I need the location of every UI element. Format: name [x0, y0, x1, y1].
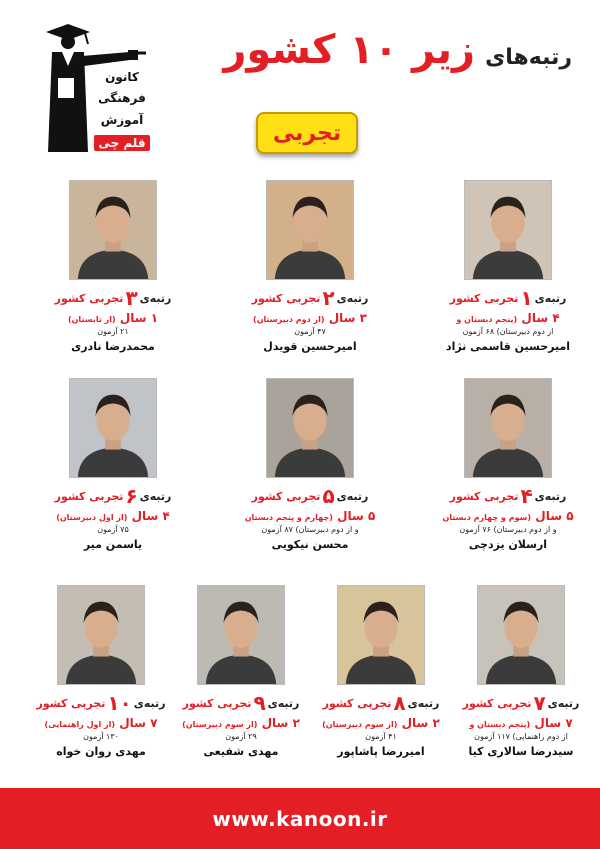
years-line [38, 509, 188, 523]
years-detail: (از سوم دبیرستان) [322, 720, 398, 729]
student-name: محسن نیکویی [271, 538, 349, 551]
student-name: محمدرضا نادری [71, 340, 155, 353]
student-photo [477, 585, 565, 685]
rank-label: رتبه‌ی [139, 292, 172, 305]
years-count: ۷ سال [119, 716, 158, 730]
student-photo [69, 180, 157, 280]
rank-text: تجربی کشور [182, 697, 252, 710]
student-info [433, 484, 583, 551]
years-count: ۱ سال [119, 311, 159, 325]
rank-text: تجربی کشور [54, 292, 124, 305]
student-info [38, 286, 188, 353]
student-card [166, 585, 316, 785]
rank-label: رتبه‌ی [133, 697, 166, 710]
student-info [235, 286, 385, 353]
years-line [235, 509, 385, 523]
student-info [26, 691, 176, 758]
student-card [433, 180, 583, 380]
rank-number: ۲ [322, 286, 335, 310]
rank-text: تجربی کشور [449, 490, 519, 503]
student-photo [57, 585, 145, 685]
years-count: ۷ سال [534, 716, 573, 730]
rank-label: رتبه‌ی [407, 697, 440, 710]
rank-number: ۷ [533, 691, 546, 715]
exam-count: ۲۹ آزمون [225, 732, 257, 741]
rank-number: ۱۰ [107, 691, 132, 715]
student-photo [69, 378, 157, 478]
rank-line [235, 484, 385, 508]
rank-line [235, 286, 385, 310]
years-detail: (از دوم دبیرستان) [253, 315, 325, 324]
rank-text: تجربی کشور [449, 292, 519, 305]
rank-number: ۱ [520, 286, 533, 310]
years-detail: (از اول راهنمایی) [44, 720, 116, 729]
years-count: ۲ سال [401, 716, 440, 730]
rank-number: ۹ [253, 691, 266, 715]
student-photo [266, 180, 354, 280]
years-line [446, 716, 596, 730]
kanoon-logo [38, 22, 150, 156]
years-detail: (چهارم و پنجم دبستان [244, 513, 333, 522]
exam-count: و از دوم دبیرستان) ۷۶ آزمون [459, 525, 557, 534]
student-photo [464, 378, 552, 478]
exam-count: از دوم راهنمایی) ۱۱۷ آزمون [474, 732, 568, 741]
rank-line [433, 286, 583, 310]
rank-text: تجربی کشور [322, 697, 392, 710]
student-name: امیرحسین قویدل [263, 340, 357, 353]
rank-line [166, 691, 316, 715]
student-photo [266, 378, 354, 478]
student-info [38, 484, 188, 551]
logo-line-2: فرهنگی [98, 91, 146, 105]
rank-label: رتبه‌ی [547, 697, 580, 710]
logo-line-3: آموزش [100, 113, 144, 127]
student-card [38, 378, 188, 578]
student-info [446, 691, 596, 758]
rank-number: ۳ [125, 286, 138, 310]
rank-number: ۴ [520, 484, 533, 508]
years-count: ۵ سال [337, 509, 376, 523]
student-name: امیرحسین قاسمی نژاد [445, 340, 571, 353]
years-line [433, 311, 583, 325]
rank-label: رتبه‌ی [336, 292, 369, 305]
exam-count: ۷۵ آزمون [97, 525, 129, 534]
title-prefix: رتبه‌های [485, 45, 572, 70]
exam-count: و از دوم دبیرستان) ۸۷ آزمون [261, 525, 359, 534]
student-name: سیدرضا سالاری کیا [468, 745, 574, 758]
logo-line-1: کانون [105, 70, 139, 84]
rank-text: تجربی کشور [251, 490, 321, 503]
rank-line [446, 691, 596, 715]
rank-label: رتبه‌ی [534, 292, 567, 305]
student-photo [197, 585, 285, 685]
student-card [235, 378, 385, 578]
exam-count: ۱۳۰ آزمون [83, 732, 119, 741]
student-name: ارسلان یزدچی [468, 538, 548, 551]
exam-count: از دوم دبیرستان) ۶۸ آزمون [462, 327, 554, 336]
rank-label: رتبه‌ی [336, 490, 369, 503]
exam-count: ۴۷ آزمون [294, 327, 326, 336]
title-main: زیر ۱۰ کشور [223, 27, 476, 73]
student-card [306, 585, 456, 785]
years-detail: (پنجم دبستان و [456, 315, 518, 324]
subject-badge: تجربی [256, 112, 358, 154]
years-count: ۵ سال [535, 509, 574, 523]
student-photo [464, 180, 552, 280]
years-detail: (از اول دبیرستان) [56, 513, 128, 522]
logo-line-4: قلم چی [94, 135, 150, 151]
years-line [306, 716, 456, 730]
years-count: ۴ سال [131, 509, 170, 523]
exam-count: ۴۱ آزمون [365, 732, 397, 741]
rank-label: رتبه‌ی [534, 490, 567, 503]
student-info [166, 691, 316, 758]
rank-text: تجربی کشور [36, 697, 106, 710]
rank-line [306, 691, 456, 715]
student-name: مهدی روان خواه [56, 745, 146, 758]
student-name: یاسمن میر [83, 538, 143, 551]
rank-line [26, 691, 176, 715]
student-info [235, 484, 385, 551]
student-card [446, 585, 596, 785]
page-title [223, 27, 572, 73]
years-detail: (پنجم دبستان و [469, 720, 531, 729]
student-info [433, 286, 583, 353]
years-count: ۳ سال [328, 311, 367, 325]
years-line [235, 311, 385, 325]
years-line [38, 311, 188, 325]
rank-number: ۵ [322, 484, 335, 508]
website-link[interactable]: www.kanoon.ir [212, 806, 388, 831]
years-line [433, 509, 583, 523]
rank-number: ۶ [125, 484, 138, 508]
years-line [166, 716, 316, 730]
student-card [38, 180, 188, 380]
years-count: ۲ سال [261, 716, 300, 730]
years-count: ۴ سال [521, 311, 560, 325]
rank-text: تجربی کشور [462, 697, 532, 710]
years-detail: (سوم و چهارم دبستان [442, 513, 532, 522]
years-detail: (از سوم دبیرستان) [182, 720, 258, 729]
exam-count: ۲۱ آزمون [97, 327, 129, 336]
rank-line [433, 484, 583, 508]
student-card [433, 378, 583, 578]
rank-text: تجربی کشور [251, 292, 321, 305]
student-info [306, 691, 456, 758]
footer-bar [0, 788, 600, 849]
rank-label: رتبه‌ی [139, 490, 172, 503]
years-line [26, 716, 176, 730]
student-name: مهدی شفیعی [203, 745, 279, 758]
student-card [235, 180, 385, 380]
rank-number: ۸ [393, 691, 406, 715]
rank-line [38, 286, 188, 310]
student-name: امیررضا پاشاپور [337, 745, 425, 758]
student-photo [337, 585, 425, 685]
rank-text: تجربی کشور [54, 490, 124, 503]
rank-label: رتبه‌ی [267, 697, 300, 710]
rank-line [38, 484, 188, 508]
years-detail: (از تابستان) [67, 315, 116, 324]
student-card [26, 585, 176, 785]
